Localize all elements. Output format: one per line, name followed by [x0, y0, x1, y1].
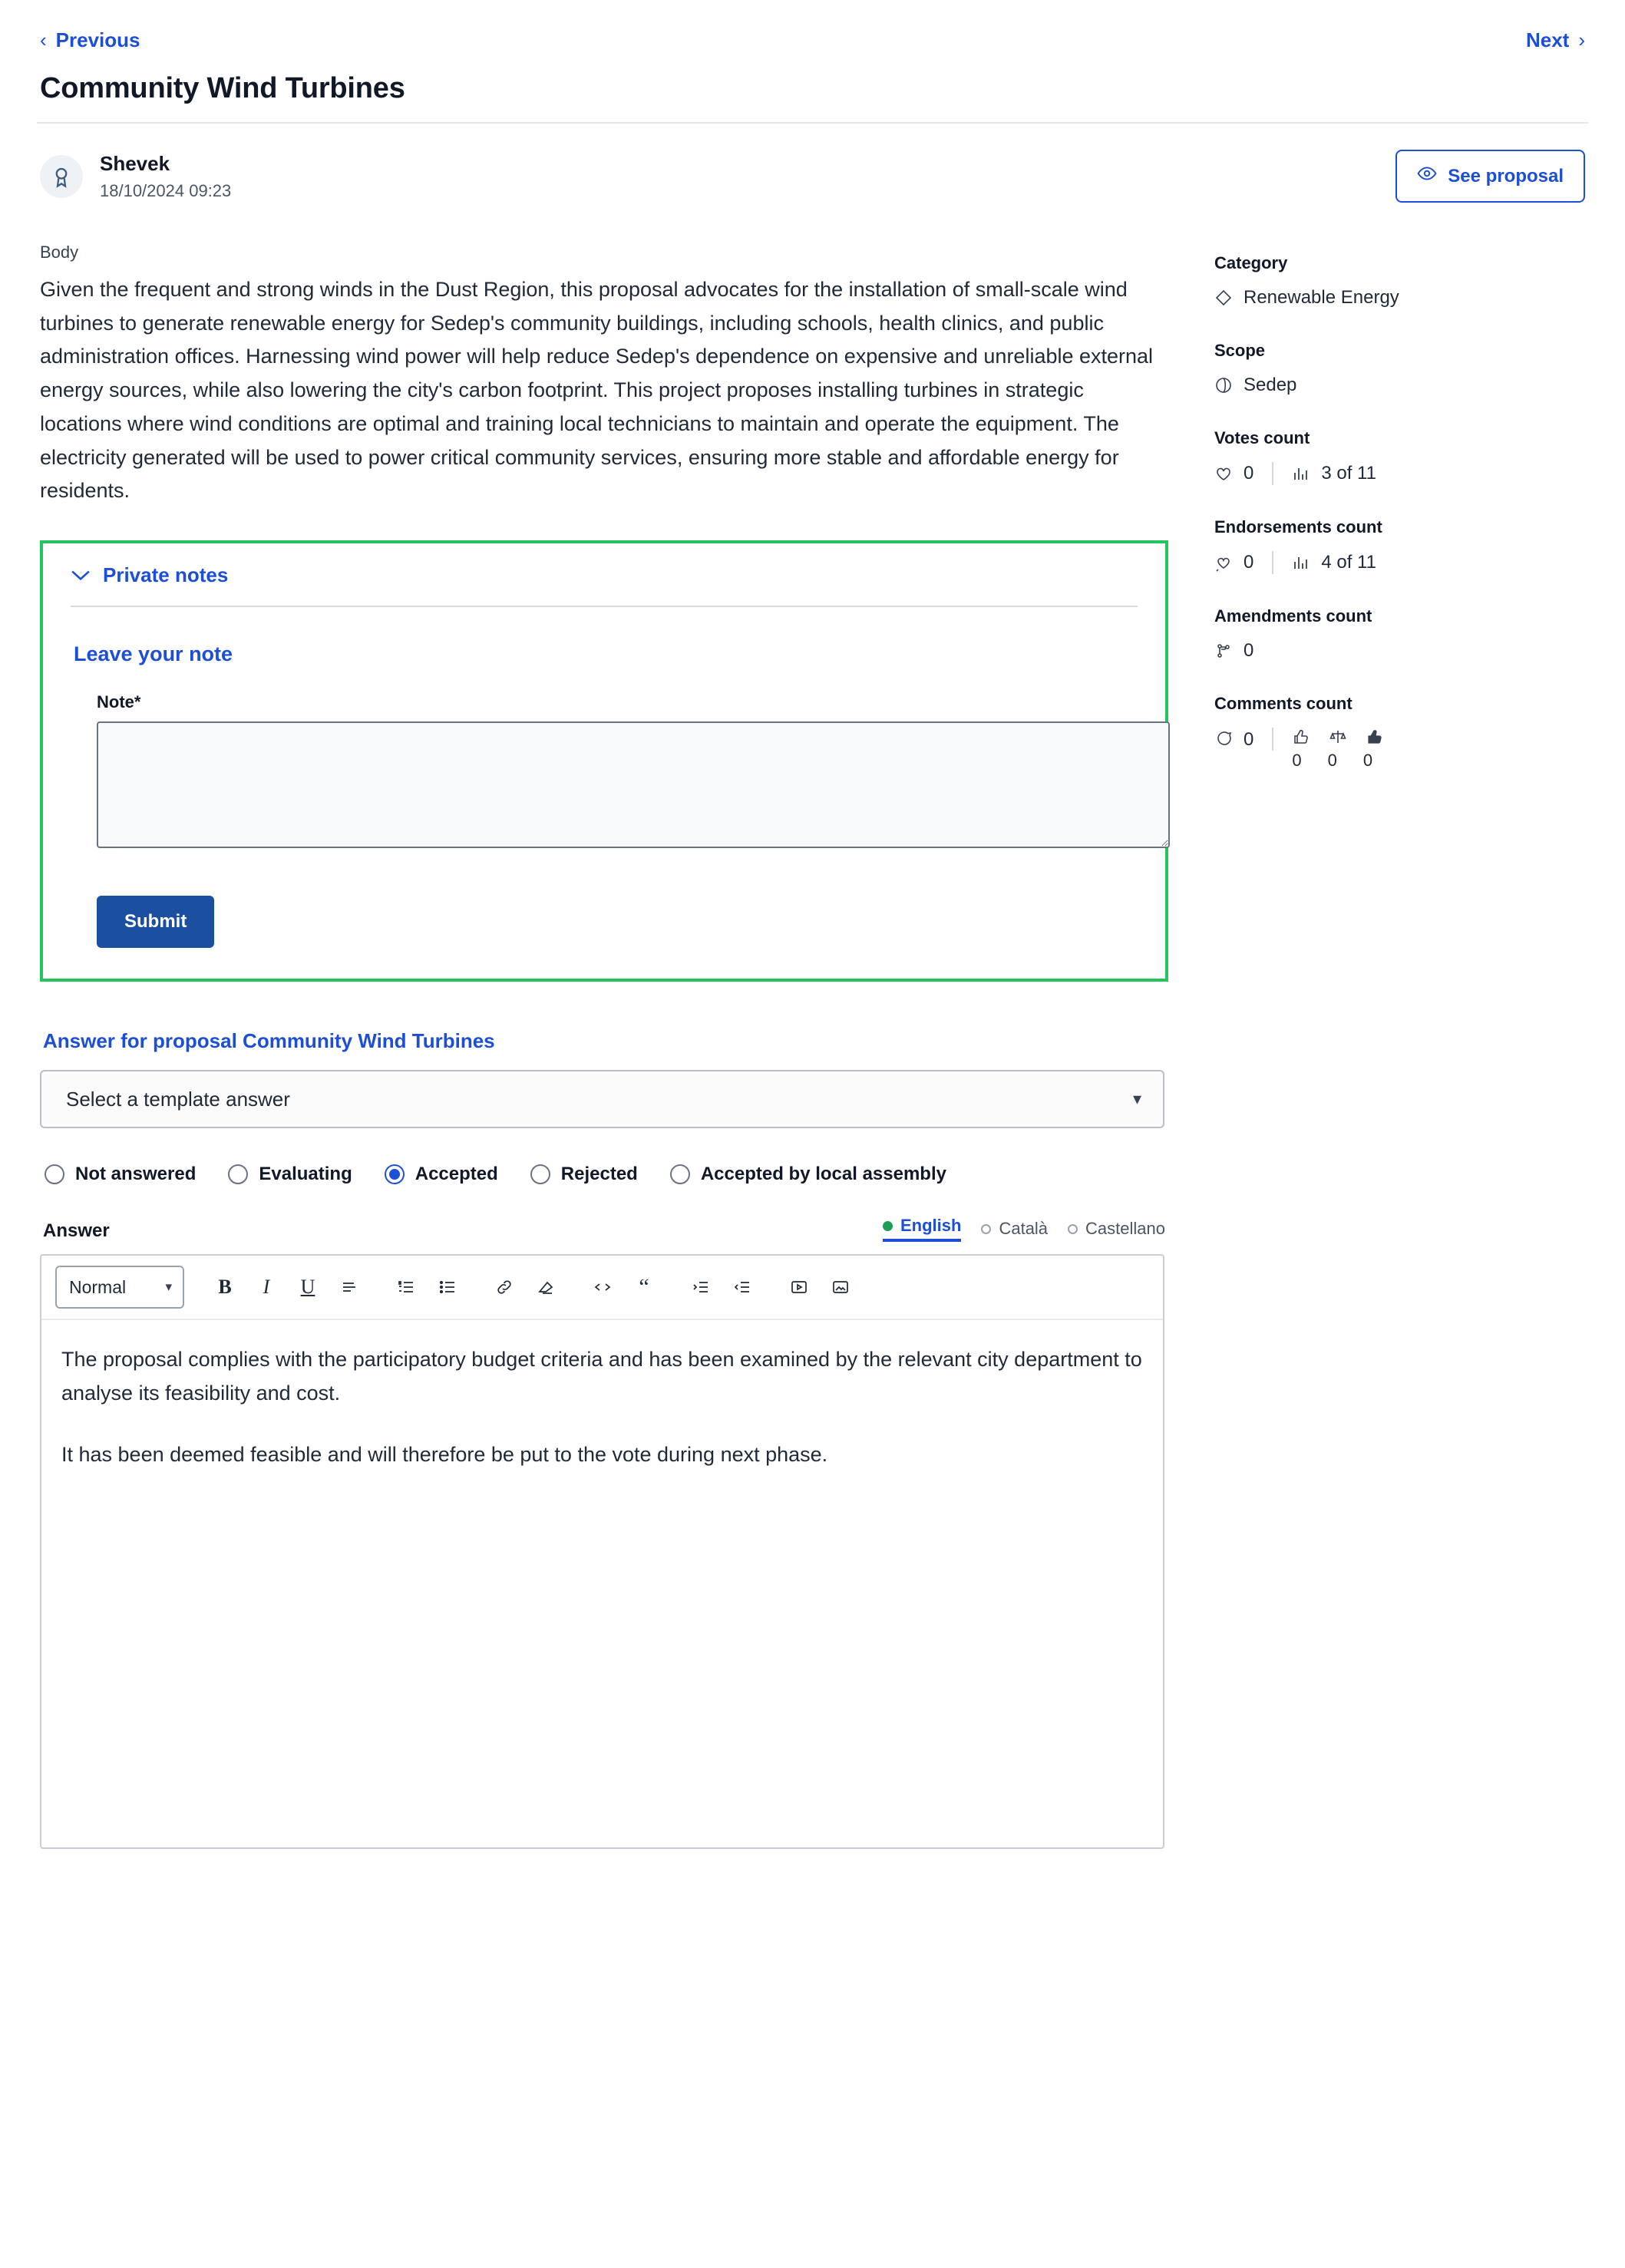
language-label: English: [900, 1216, 962, 1236]
rich-text-editor: [40, 1254, 1164, 1849]
votes-block: [1214, 428, 1575, 485]
next-label: Next: [1525, 28, 1570, 51]
indent-increase-icon[interactable]: [680, 1266, 722, 1308]
note-field-label: Note*: [97, 692, 141, 712]
see-proposal-label: See proposal: [1448, 165, 1564, 187]
status-label: Accepted by local assembly: [700, 1164, 946, 1185]
author-name: Shevek: [100, 152, 170, 176]
thumbs-up-filled-icon: [1366, 728, 1384, 746]
text-style-select-wrap: [55, 1266, 204, 1309]
author-date: 18/10/2024 09:23: [100, 180, 232, 200]
status-dot-icon: [883, 1221, 893, 1231]
editor-content[interactable]: [41, 1320, 1163, 1847]
status-label: Not answered: [75, 1164, 197, 1185]
comments-up-count: 0: [1292, 751, 1302, 770]
language-tab-castellano[interactable]: [1068, 1219, 1165, 1239]
comment-icon: [1214, 729, 1233, 748]
endorsements-title: Endorsements count: [1214, 517, 1382, 536]
italic-icon[interactable]: I: [263, 1276, 270, 1299]
radio-icon: [385, 1164, 405, 1184]
code-icon[interactable]: [582, 1266, 623, 1308]
divider: [1272, 551, 1273, 574]
comments-neutral-count: 0: [1327, 751, 1337, 770]
status-radio-not-answered[interactable]: [45, 1164, 196, 1185]
amendments-block: [1214, 606, 1575, 662]
previous-link[interactable]: [40, 28, 140, 52]
see-proposal-button[interactable]: [1395, 150, 1585, 203]
radio-icon: [228, 1164, 248, 1184]
blockquote-icon[interactable]: “: [639, 1274, 649, 1300]
ranking-icon: [1292, 464, 1310, 483]
answer-label-row: [43, 1216, 1165, 1242]
status-label: Evaluating: [259, 1164, 352, 1185]
next-link[interactable]: [1526, 28, 1585, 52]
status-radio-accepted[interactable]: [385, 1164, 498, 1185]
chevron-down-icon: [71, 563, 91, 587]
leave-note-heading: Leave your note: [74, 642, 233, 666]
radio-icon: [530, 1164, 550, 1184]
clear-format-icon[interactable]: [525, 1266, 566, 1308]
indent-decrease-icon[interactable]: [722, 1266, 763, 1308]
status-label: Rejected: [560, 1164, 638, 1185]
body-label: Body: [40, 243, 79, 262]
endorsements-block: [1214, 517, 1575, 574]
comments-block: [1214, 694, 1575, 771]
editor-paragraph: The proposal complies with the participatory budget criteria and has been examined by the relevant city department to analyse its feasibility and cost.: [61, 1348, 1142, 1405]
chevron-left-icon: ‹: [40, 28, 47, 51]
branch-icon: [1214, 642, 1233, 660]
private-notes-divider: [71, 606, 1138, 607]
category-block: [1214, 253, 1575, 309]
scope-value: Sedep: [1244, 375, 1297, 395]
status-label: Accepted: [415, 1164, 498, 1185]
avatar: [40, 155, 83, 198]
page-title: Community Wind Turbines: [40, 72, 405, 104]
answer-label: Answer: [43, 1220, 110, 1242]
bullet-list-icon[interactable]: [427, 1266, 468, 1308]
comments-down-count: 0: [1362, 751, 1373, 770]
comment-alignment-counts: [1292, 728, 1384, 771]
endorsements-ranking: 4 of 11: [1321, 552, 1376, 573]
category-value: Renewable Energy: [1244, 287, 1399, 308]
strikethrough-icon[interactable]: [329, 1266, 370, 1308]
private-notes-card: [40, 540, 1168, 982]
globe-icon: [1214, 376, 1233, 395]
status-dot-icon: [1068, 1224, 1078, 1234]
editor-toolbar: [41, 1256, 1163, 1320]
status-radio-evaluating[interactable]: [228, 1164, 352, 1185]
scope-block: [1214, 341, 1575, 396]
votes-title: Votes count: [1214, 428, 1310, 447]
pagination-nav: [37, 23, 1588, 57]
votes-ranking: 3 of 11: [1321, 463, 1376, 484]
comments-title: Comments count: [1214, 694, 1353, 713]
bold-icon[interactable]: B: [218, 1276, 232, 1299]
template-answer-select-wrap: [40, 1070, 1164, 1128]
language-tabs: [883, 1216, 1165, 1242]
divider: [1272, 728, 1273, 751]
chevron-down-icon: ▾: [165, 1279, 172, 1295]
private-notes-toggle[interactable]: [71, 563, 1138, 587]
amendments-title: Amendments count: [1214, 606, 1372, 626]
private-notes-title: Private notes: [103, 563, 229, 587]
category-title: Category: [1214, 253, 1288, 272]
text-style-select[interactable]: [55, 1266, 184, 1309]
underline-icon[interactable]: U: [300, 1276, 315, 1299]
votes-count: 0: [1244, 463, 1254, 484]
comments-count: 0: [1244, 729, 1254, 750]
note-input[interactable]: [97, 721, 1170, 848]
scope-title: Scope: [1214, 341, 1266, 360]
status-radio-rejected[interactable]: [530, 1164, 638, 1185]
editor-paragraph: It has been deemed feasible and will therefore be put to the vote during next phase.: [61, 1442, 828, 1466]
language-label: Català: [999, 1219, 1049, 1239]
amendments-count: 0: [1244, 640, 1254, 661]
metadata-sidebar: [1214, 243, 1575, 1849]
vote-icon: [1214, 464, 1233, 483]
chevron-right-icon: ›: [1578, 28, 1585, 51]
template-answer-select[interactable]: [40, 1070, 1164, 1128]
radio-icon: [670, 1164, 690, 1184]
ranking-icon: [1292, 553, 1310, 572]
divider: [1272, 462, 1273, 485]
language-label: Castellano: [1085, 1219, 1165, 1239]
status-dot-icon: [981, 1224, 991, 1234]
answer-section-heading: Answer for proposal Community Wind Turbines: [43, 1029, 495, 1053]
previous-label: Previous: [55, 28, 140, 51]
endorsements-count: 0: [1244, 552, 1254, 573]
chevron-down-icon: ▾: [1132, 1089, 1141, 1109]
body-text: Given the frequent and strong winds in the Dust Region, this proposal advocates for the installation of small-scale wind turbines to generate renewable energy for Sedep's community buildings, including schools, health clinics, and public administration offices. Harnessing wind power will help reduce Sedep's dependence on expensive and unreliable external energy sources, while also lowering the city's carbon footprint. This project proposes installing turbines in strategic locations where wind conditions are optimal and training local technicians to maintain and operate the equipment. The electricity generated will be used to power critical community services, ensuring more stable and affordable energy for residents.: [40, 278, 1154, 503]
main-column: [40, 243, 1168, 1849]
endorsement-icon: [1214, 553, 1233, 572]
author-info: [40, 151, 231, 201]
radio-icon: [45, 1164, 64, 1184]
author-row: [37, 124, 1588, 226]
eye-icon: [1417, 163, 1437, 189]
video-icon[interactable]: [778, 1266, 820, 1308]
language-tab-english[interactable]: [883, 1216, 961, 1242]
image-icon[interactable]: [820, 1266, 861, 1308]
neutral-scale-icon: [1329, 728, 1347, 746]
tag-icon: [1214, 289, 1233, 307]
submit-button[interactable]: Submit: [97, 896, 214, 948]
link-icon[interactable]: [484, 1266, 525, 1308]
status-radio-accepted-local-assembly[interactable]: [670, 1164, 946, 1185]
answer-status-radios: [45, 1164, 1168, 1185]
language-tab-catala[interactable]: [981, 1219, 1048, 1239]
ordered-list-icon[interactable]: [385, 1266, 427, 1308]
thumbs-up-icon: [1292, 728, 1310, 746]
